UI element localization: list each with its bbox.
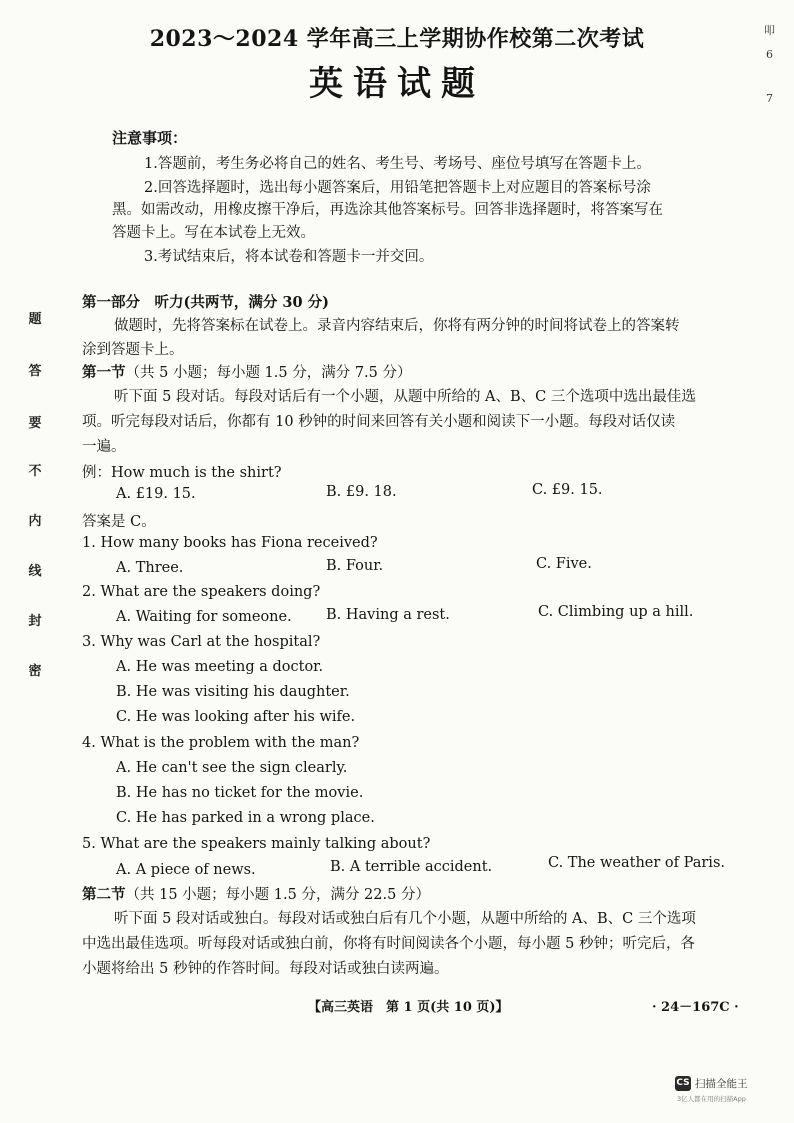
question: 3. Why was Carl at the hospital? [82, 634, 321, 650]
section1-scoring: （共 5 小题；每小题 1.5 分，满分 7.5 分） [125, 365, 412, 381]
option: C. £9. 15. [532, 482, 603, 498]
option: A. Waiting for someone. [116, 609, 292, 625]
seal-mark: 线 [28, 564, 42, 579]
option: B. £9. 18. [326, 484, 397, 500]
option: A. £19. 15. [116, 486, 196, 502]
section1-instruction: 一遍。 [82, 439, 126, 455]
seal-mark: 内 [28, 514, 42, 529]
corner-mark: 叩 [764, 24, 775, 37]
section1-instruction: 听下面 5 段对话。每段对话后有一个小题，从题中所给的 A、B、C 三个选项中选出最佳选 [114, 389, 696, 405]
question: 4. What is the problem with the man? [82, 735, 360, 751]
section2-instruction: 听下面 5 段对话或独白。每段对话或独白后有几个小题，从题中所给的 A、B、C 三个选项 [114, 911, 696, 927]
page-footer: 【高三英语 第 1 页(共 10 页)】 [308, 1000, 509, 1015]
section1-heading [82, 361, 412, 382]
seal-mark: 封 [28, 614, 42, 629]
scanner-name: 扫描全能王 [695, 1078, 748, 1090]
option: B. He has no ticket for the movie. [116, 785, 364, 801]
camscanner-logo-icon: CS [675, 1076, 691, 1091]
section2-instruction: 中选出最佳选项。听每段对话或独白前，你将有时间阅读各个小题，每小题 5 秒钟；听完后，各 [82, 936, 695, 952]
exam-code: · 24－167C · [652, 1000, 739, 1015]
example-question: 例：How much is the shirt? [82, 465, 282, 481]
section2-scoring: （共 15 小题；每小题 1.5 分，满分 22.5 分） [125, 887, 430, 903]
option: C. He has parked in a wrong place. [116, 810, 375, 826]
seal-mark: 要 [28, 416, 42, 431]
seal-mark: 不 [28, 464, 42, 479]
example-answer: 答案是 C。 [82, 514, 156, 530]
note-line: 3.考试结束后，将本试卷和答题卡一并交回。 [144, 249, 434, 265]
notes-heading: 注意事项： [112, 129, 188, 147]
option: B. A terrible accident. [330, 859, 493, 875]
scanner-watermark [675, 1074, 765, 1106]
scanner-tagline: 3亿人都在用的扫描App [677, 1095, 746, 1103]
seal-mark: 答 [28, 364, 42, 379]
section1-label: 第一节 [82, 364, 126, 381]
option: C. He was looking after his wife. [116, 709, 356, 725]
option: B. He was visiting his daughter. [116, 684, 350, 700]
seal-mark: 题 [28, 312, 42, 327]
exam-title: 2023～2024 学年高三上学期协作校第二次考试 [149, 26, 645, 52]
note-line: 答题卡上。写在本试卷上无效。 [112, 225, 315, 241]
section1-instruction: 项。听完每段对话后，你都有 10 秒钟的时间来回答有关小题和阅读下一小题。每段对话仅读 [82, 414, 676, 430]
option: A. A piece of news. [116, 862, 256, 878]
seal-mark: 密 [28, 664, 42, 679]
part1-intro: 涂到答题卡上。 [82, 342, 184, 358]
option: C. Five. [536, 556, 592, 572]
question: 2. What are the speakers doing? [82, 584, 321, 600]
option: C. Climbing up a hill. [538, 604, 694, 620]
note-line: 黑。如需改动，用橡皮擦干净后，再选涂其他答案标号。回答非选择题时，将答案写在 [112, 202, 663, 218]
section2-label: 第二节 [82, 886, 126, 903]
question: 1. How many books has Fiona received? [82, 535, 378, 551]
note-line: 2.回答选择题时，选出每小题答案后，用铅笔把答题卡上对应题目的答案标号涂 [144, 180, 651, 196]
option: A. Three. [116, 560, 184, 576]
option: B. Having a rest. [326, 607, 450, 623]
option: B. Four. [326, 558, 384, 574]
question: 5. What are the speakers mainly talking about? [82, 836, 431, 852]
corner-mark: 7 [766, 92, 773, 105]
subject-title: 英语试题 [309, 64, 485, 104]
option: A. He can't see the sign clearly. [116, 760, 348, 776]
note-line: 1.答题前，考生务必将自己的姓名、考生号、考场号、座位号填写在答题卡上。 [144, 156, 651, 172]
part1-intro: 做题时，先将答案标在试卷上。录音内容结束后，你将有两分钟的时间将试卷上的答案转 [114, 318, 680, 334]
corner-mark: 6 [766, 48, 773, 61]
option: C. The weather of Paris. [548, 855, 725, 871]
section2-heading [82, 883, 430, 904]
section2-instruction: 小题将给出 5 秒钟的作答时间。每段对话或独白读两遍。 [82, 961, 449, 977]
option: A. He was meeting a doctor. [116, 659, 324, 675]
part1-heading: 第一部分 听力(共两节，满分 30 分) [82, 294, 329, 311]
